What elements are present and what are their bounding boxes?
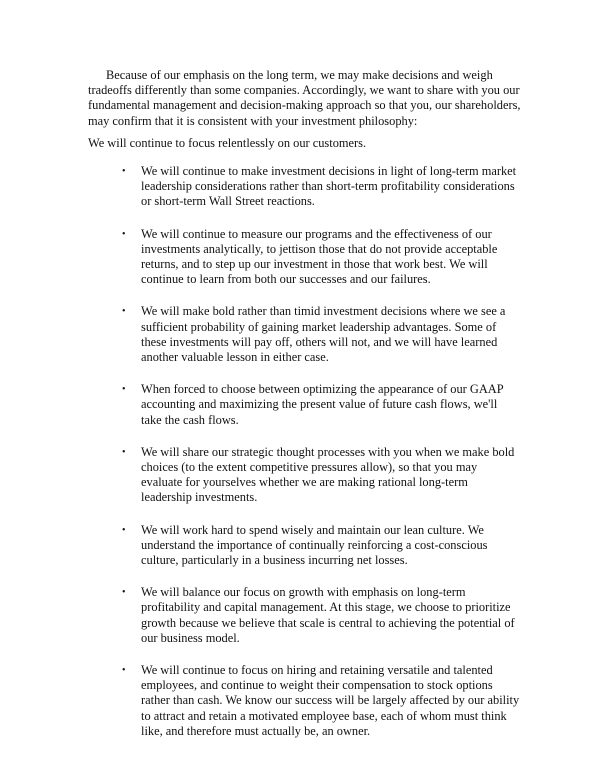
bullet-icon: •: [122, 446, 126, 458]
bullet-icon: •: [122, 665, 126, 677]
list-item: [120, 227, 520, 288]
bullet-icon: •: [122, 228, 126, 240]
list-item-text: We will work hard to spend wisely and maintain our lean culture. We understand the importance of continually reinforcing a cost-conscious culture, particularly in a business incurring net losses.: [141, 522, 488, 568]
list-item: [120, 164, 520, 210]
lead-sentence: We will continue to focus relentlessly on our customers.: [88, 136, 367, 150]
bullet-icon: •: [122, 166, 126, 177]
list-item: [120, 304, 520, 365]
bullet-icon: •: [122, 306, 126, 318]
list-item: [120, 663, 520, 739]
list-item: [120, 523, 520, 569]
bullet-icon: •: [122, 524, 126, 536]
principles-list: [120, 164, 520, 756]
list-item-text: We will share our strategic thought processes with you when we make bold choices (to the extent competitive pressures allow), so that you may evaluate for yourselves whether we are making rational long-term leadership investments.: [141, 444, 515, 505]
list-item-text: We will make bold rather than timid investment decisions where we see a sufficient probability of gaining market leadership advantages. Some of these investments will pay off, others will not, and we will have learned another valuable lesson in either case.: [141, 304, 506, 365]
intro-paragraph: Because of our emphasis on the long term, we may make decisions and weigh tradeoffs differently than some companies. Accordingly, we want to share with you our fundamental management and decision-making approach so that you, our shareholders, may confirm that it is consistent with your investment philosophy:: [88, 68, 521, 128]
bullet-icon: •: [122, 587, 126, 599]
list-item: [120, 585, 520, 646]
list-item-text: We will continue to measure our programs and the effectiveness of our investments analytically, to jettison those that do not provide acceptable returns, and to step up our investment in those that work best. We will continue to learn from both our successes and our failures.: [141, 226, 498, 287]
list-item-text: We will continue to make investment decisions in light of long-term market leadership considerations rather than short-term profitability considerations or short-term Wall Street reactions.: [141, 164, 517, 209]
list-item: [120, 445, 520, 506]
list-item-text: We will continue to focus on hiring and retaining versatile and talented employees, and continue to weight their compensation to stock options rather than cash. We know our success will be largely affected by our ability to attract and retain a motivated employee base, each of whom must think like, and therefore must actually be, an owner.: [141, 663, 520, 738]
list-item: [120, 382, 520, 428]
list-item-text: When forced to choose between optimizing the appearance of our GAAP accounting and maximizing the present value of future cash flows, we'll take the cash flows.: [141, 382, 504, 427]
list-item-text: We will balance our focus on growth with emphasis on long-term profitability and capital management. At this stage, we choose to prioritize growth because we believe that scale is central to achieving the potential of our business model.: [141, 585, 515, 645]
bullet-icon: •: [122, 384, 126, 396]
